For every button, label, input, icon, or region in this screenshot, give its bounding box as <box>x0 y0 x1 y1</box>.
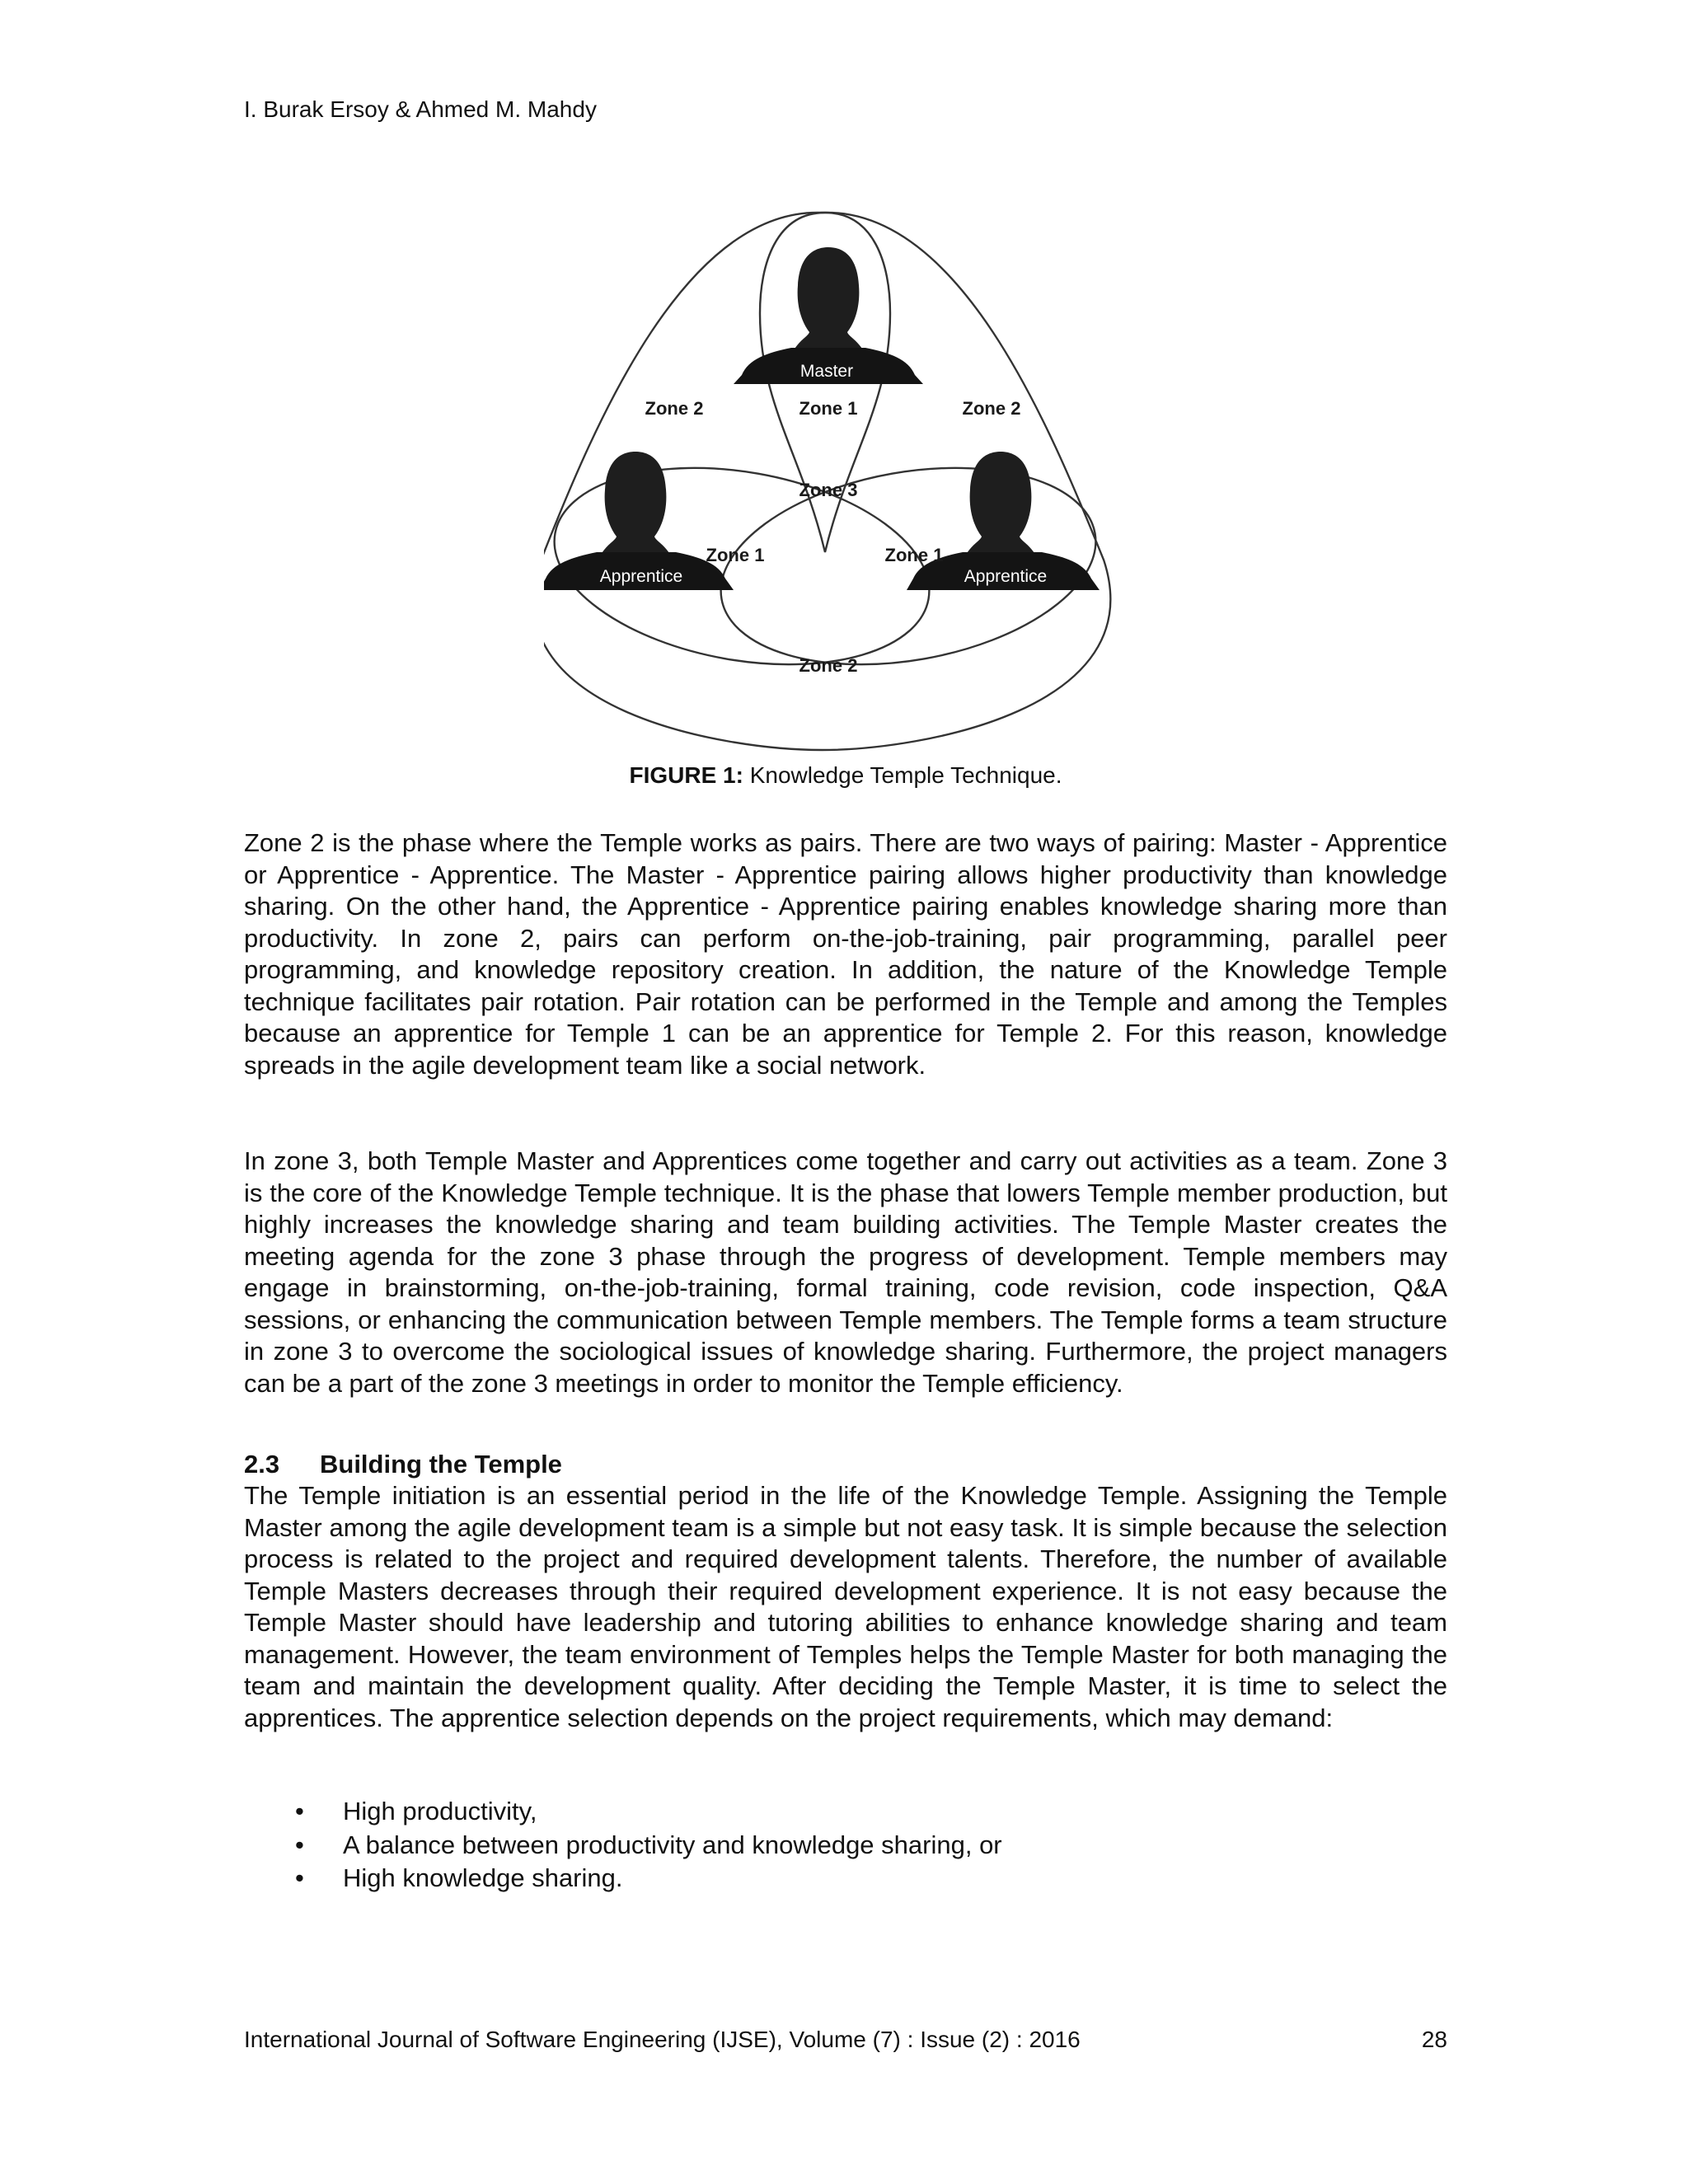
knowledge-temple-diagram <box>544 206 1137 758</box>
zone-label-mid-left: Zone 1 <box>706 545 765 565</box>
running-head-authors: I. Burak Ersoy & Ahmed M. Mahdy <box>244 96 597 122</box>
bullet-icon: • <box>295 1830 304 1859</box>
figure-caption-text: Knowledge Temple Technique. <box>743 762 1062 788</box>
knowledge-temple-figure <box>544 206 1137 758</box>
zone-label-top-right: Zone 2 <box>962 398 1021 419</box>
zone-label-top-left: Zone 2 <box>645 398 704 419</box>
paragraph-zone-3 <box>244 1146 1447 1399</box>
list-item <box>244 1795 1447 1829</box>
list-item <box>244 1829 1447 1863</box>
list-item-text: High productivity, <box>343 1797 537 1825</box>
apprentice-right-label: Apprentice <box>964 567 1048 586</box>
requirements-bullet-list <box>244 1795 1447 1896</box>
zone-label-bottom: Zone 2 <box>799 655 858 676</box>
list-item-text: High knowledge sharing. <box>343 1863 623 1892</box>
paragraph-zone-3-text: In zone 3, both Temple Master and Apprentices come together and carry out activities as a team. Zone 3 is the core of the Knowledge Temple technique. It is the phase that lowers Temple member production, but highly increases the knowledge sharing and team building activities. The Temple Master creates the meeting agenda for the zone 3 phase through the progress of development. Temple members may engage in brainstorming, on-the-job-training, formal training, code revision, code inspection, Q&A sessions, or enhancing the communication between Temple members. The Temple forms a team structure in zone 3 to overcome the sociological issues of knowledge sharing. Furthermore, the project managers can be a part of the zone 3 meetings in order to monitor the Temple efficiency. <box>244 1146 1447 1398</box>
paragraph-zone-2-text: Zone 2 is the phase where the Temple works as pairs. There are two ways of pairing: Master - Apprentice or Apprentice - Apprentice. The Master - Apprentice pairing allows higher productivity than knowledge sharing. On the other hand, the Apprentice - Apprentice pairing enables knowledge sharing more than productivity. In zone 2, pairs can perform on-the-job-training, pair programming, parallel peer programming, and knowledge repository creation. In addition, the nature of the Knowledge Temple technique facilitates pair rotation. Pair rotation can be performed in the Temple and among the Temples because an apprentice for Temple 1 can be an apprentice for Temple 2. For this reason, knowledge spreads in the agile development team like a social network. <box>244 828 1447 1080</box>
master-label: Master <box>799 362 854 381</box>
footer-journal: International Journal of Software Engineering (IJSE), Volume (7) : Issue (2) : 2016 <box>244 2027 1081 2052</box>
paragraph-building-temple <box>244 1480 1447 1734</box>
paragraph-building-temple-text: The Temple initiation is an essential period in the life of the Knowledge Temple. Assigning the Temple Master among the agile development team is a simple but not easy task. It is simple because the selection process is related to the project and required development talents. Therefore, the number of available Temple Masters decreases through their required development experience. It is not easy because the Temple Master should have leadership and tutoring abilities to enhance knowledge sharing and team management. However, the team environment of Temples helps the Temple Master for both managing the team and maintain the development quality. After deciding the Temple Master, it is time to select the apprentices. The apprentice selection depends on the project requirements, which may demand: <box>244 1481 1447 1732</box>
zone-label-mid-right: Zone 1 <box>884 545 944 565</box>
page-footer <box>244 2026 1447 2054</box>
figure-caption-label: FIGURE 1: <box>629 762 743 788</box>
list-item-text: A balance between productivity and knowledge sharing, or <box>343 1830 1002 1859</box>
list-item <box>244 1862 1447 1896</box>
zone-label-center: Zone 3 <box>799 480 858 500</box>
figure-caption <box>244 762 1447 790</box>
section-heading <box>244 1449 562 1480</box>
paragraph-zone-2 <box>244 827 1447 1081</box>
zone-label-top-center: Zone 1 <box>799 398 858 419</box>
apprentice-left-label: Apprentice <box>599 567 683 586</box>
section-title: Building the Temple <box>320 1450 562 1479</box>
bullet-icon: • <box>295 1797 304 1825</box>
bullet-icon: • <box>295 1863 304 1892</box>
page-number: 28 <box>1421 2027 1447 2052</box>
section-number: 2.3 <box>244 1450 280 1479</box>
